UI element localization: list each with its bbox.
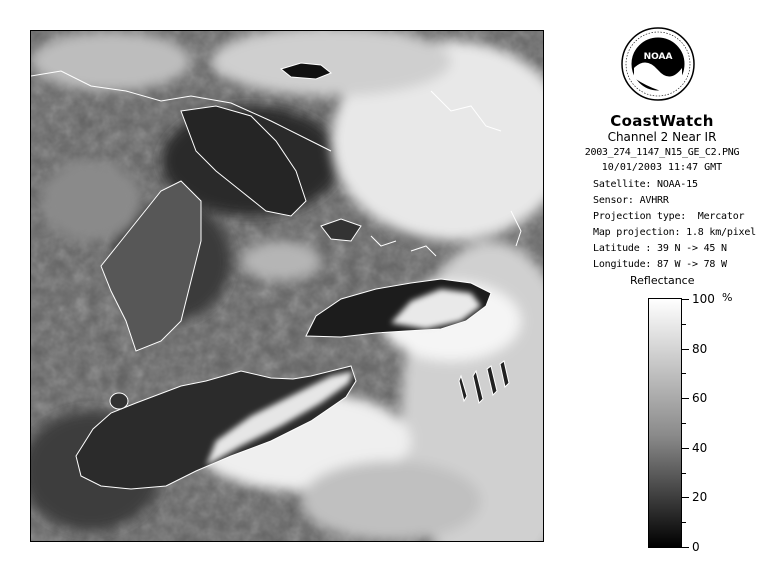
meta-satellite: Satellite: NOAA-15 — [593, 179, 698, 190]
colorbar-major-tick — [682, 497, 689, 498]
colorbar-major-tick — [682, 349, 689, 350]
colorbar-unit: % — [722, 291, 733, 304]
meta-sensor: Sensor: AVHRR — [593, 195, 669, 206]
svg-text:NOAA: NOAA — [643, 52, 673, 62]
channel-subtitle: Channel 2 Near IR — [607, 130, 717, 144]
image-filename: 2003_274_1147_N15_GE_C2.PNG — [584, 147, 740, 158]
colorbar — [648, 298, 682, 548]
meta-map-projection: Map projection: 1.8 km/pixel — [593, 227, 756, 238]
meta-longitude: Longitude: 87 W -> 78 W — [593, 259, 727, 270]
colorbar-minor-tick — [682, 473, 686, 474]
meta-latitude: Latitude : 39 N -> 45 N — [593, 243, 727, 254]
meta-projection-type: Projection type: Mercator — [593, 211, 745, 222]
satellite-image — [30, 30, 544, 542]
image-datetime: 10/01/2003 11:47 GMT — [601, 162, 723, 173]
colorbar-major-tick — [682, 398, 689, 399]
colorbar-tick-label: 20 — [692, 490, 708, 504]
colorbar-tick-label: 0 — [692, 540, 700, 554]
colorbar-minor-tick — [682, 522, 686, 523]
colorbar-title: Reflectance — [630, 274, 695, 287]
colorbar-minor-tick — [682, 373, 686, 374]
colorbar-major-tick — [682, 448, 689, 449]
colorbar-minor-tick — [682, 324, 686, 325]
noaa-logo — [620, 26, 696, 102]
colorbar-major-tick — [682, 299, 689, 300]
colorbar-tick-label: 100 — [692, 292, 715, 306]
product-title: CoastWatch — [610, 112, 714, 130]
colorbar-tick-label: 60 — [692, 391, 708, 405]
lake-st-clair — [110, 393, 128, 409]
colorbar-tick-label: 80 — [692, 342, 708, 356]
colorbar-minor-tick — [682, 423, 686, 424]
colorbar-tick-label: 40 — [692, 441, 708, 455]
colorbar-major-tick — [682, 547, 689, 548]
satellite-map-svg — [31, 31, 543, 541]
noaa-logo-svg — [620, 26, 696, 102]
